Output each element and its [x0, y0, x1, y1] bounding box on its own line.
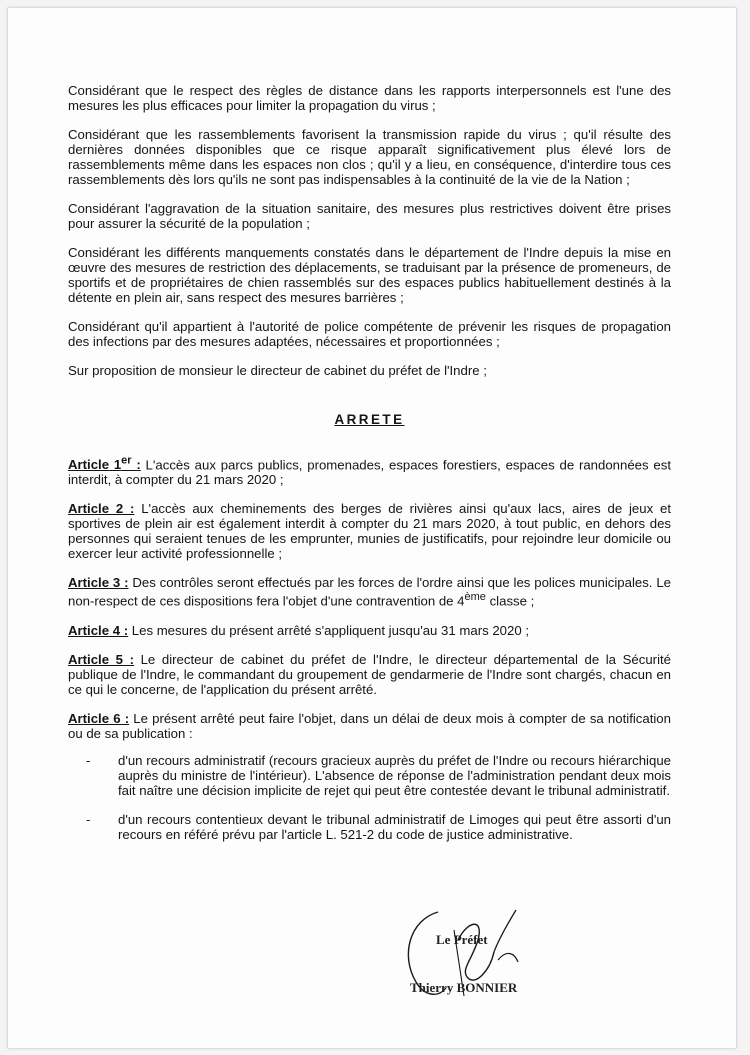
article-4 [68, 623, 671, 638]
article-6-text: Le présent arrêté peut faire l'objet, dans un délai de deux mois à compter de sa notification ou de sa publication : [68, 710, 671, 741]
article-5 [68, 652, 671, 697]
considerant-paragraph: Considérant les différents manquements constatés dans le département de l'Indre depuis la mise en œuvre des mesures de restriction des déplacements, se traduisant par la présence de promeneurs, de sportifs et de propriétaires de chien rassemblés sur des espaces publics habituellement destinés à la détente en plein air, sans respect des mesures barrières ; [68, 245, 671, 305]
list-item [68, 812, 671, 842]
document-body [68, 83, 671, 856]
article-1 [68, 454, 671, 487]
article-3-text-end: classe ; [485, 593, 535, 609]
article-3-label: Article 3 : [68, 575, 129, 591]
article-2-text: L'accès aux cheminements des berges de rivières ainsi qu'aux lacs, aires de jeux et sportives de plein air est également interdit à compter du 21 mars 2020, à tout public, en dehors des personnes qui seraient tenues de les emprunter, munies de justificatifs, pour rejoindre leur domicile ou exercer leur activité professionnelle ; [68, 501, 671, 562]
document-page [8, 8, 736, 1048]
article-5-text: Le directeur de cabinet du préfet de l'Indre, le directeur départemental de la Sécurité publique de l'Indre, le commandant du groupement de gendarmerie de l'Indre sont chargés, chacun en ce qui le concerne, de l'application du présent arrêté. [68, 651, 671, 697]
article-3 [68, 575, 671, 608]
article-2-label: Article 2 : [68, 501, 135, 517]
list-item [68, 753, 671, 798]
arrete-heading: ARRETE [334, 412, 405, 427]
considerant-paragraph: Considérant l'aggravation de la situation sanitaire, des mesures plus restrictives doivent être prises pour assurer la sécurité de la population ; [68, 201, 671, 231]
article-5-label: Article 5 : [68, 651, 134, 667]
article-2 [68, 501, 671, 561]
considerant-paragraph: Considérant que les rassemblements favorisent la transmission rapide du virus ; qu'il résulte des dernières données disponibles que ce risque apparaît significativement plus élevé lors de rassemblements même dans les espaces non clos ; qu'il y a lieu, en conséquence, d'interdire tous ces rassemblements dès lors qu'ils ne sont pas indispensables à la continuité de la vie de la Nation ; [68, 127, 671, 187]
signature-title: Le Préfet [436, 932, 488, 947]
recours-list [68, 753, 671, 842]
article-6 [68, 711, 671, 741]
list-item-text: d'un recours administratif (recours gracieux auprès du préfet de l'Indre ou recours hiérarchique auprès du ministre de l'intérieur). L'absence de réponse de l'administration pendant deux mois fait naître une décision implicite de rejet qui peut être contestée devant le tribunal administratif. [118, 752, 671, 798]
considerant-paragraph: Considérant qu'il appartient à l'autorité de police compétente de prévenir les risques de propagation des infections par des mesures adaptées, nécessaires et proportionnées ; [68, 319, 671, 349]
signatory-name: Thierry BONNIER [410, 980, 518, 995]
article-3-text: Des contrôles seront effectués par les forces de l'ordre ainsi que les polices municipales. Le non-respect de ces dispositions fera l'objet d'une contravention de 4 [68, 575, 671, 609]
considerant-paragraph: Considérant que le respect des règles de distance dans les rapports interpersonnels est l'une des mesures les plus efficaces pour limiter la propagation du virus ; [68, 83, 671, 113]
article-1-label: Article 1er : [68, 455, 141, 473]
dash-bullet: - [86, 811, 91, 827]
proposition-paragraph: Sur proposition de monsieur le directeur de cabinet du préfet de l'Indre ; [68, 363, 487, 378]
article-1-text: L'accès aux parcs publics, promenades, espaces forestiers, espaces de randonnées est interdit, à compter du 21 mars 2020 ; [68, 457, 671, 488]
article-4-text: Les mesures du présent arrêté s'appliquent jusqu'au 31 mars 2020 ; [128, 622, 530, 638]
list-item-text: d'un recours contentieux devant le tribunal administratif de Limoges qui peut être assorti d'un recours en référé prévu par l'article L. 521-2 du code de justice administrative. [118, 811, 671, 842]
dash-bullet: - [86, 752, 91, 768]
article-4-label: Article 4 : [68, 622, 129, 638]
article-3-sup: ème [464, 591, 486, 604]
signature-block [398, 900, 538, 1010]
article-6-label: Article 6 : [68, 710, 130, 726]
